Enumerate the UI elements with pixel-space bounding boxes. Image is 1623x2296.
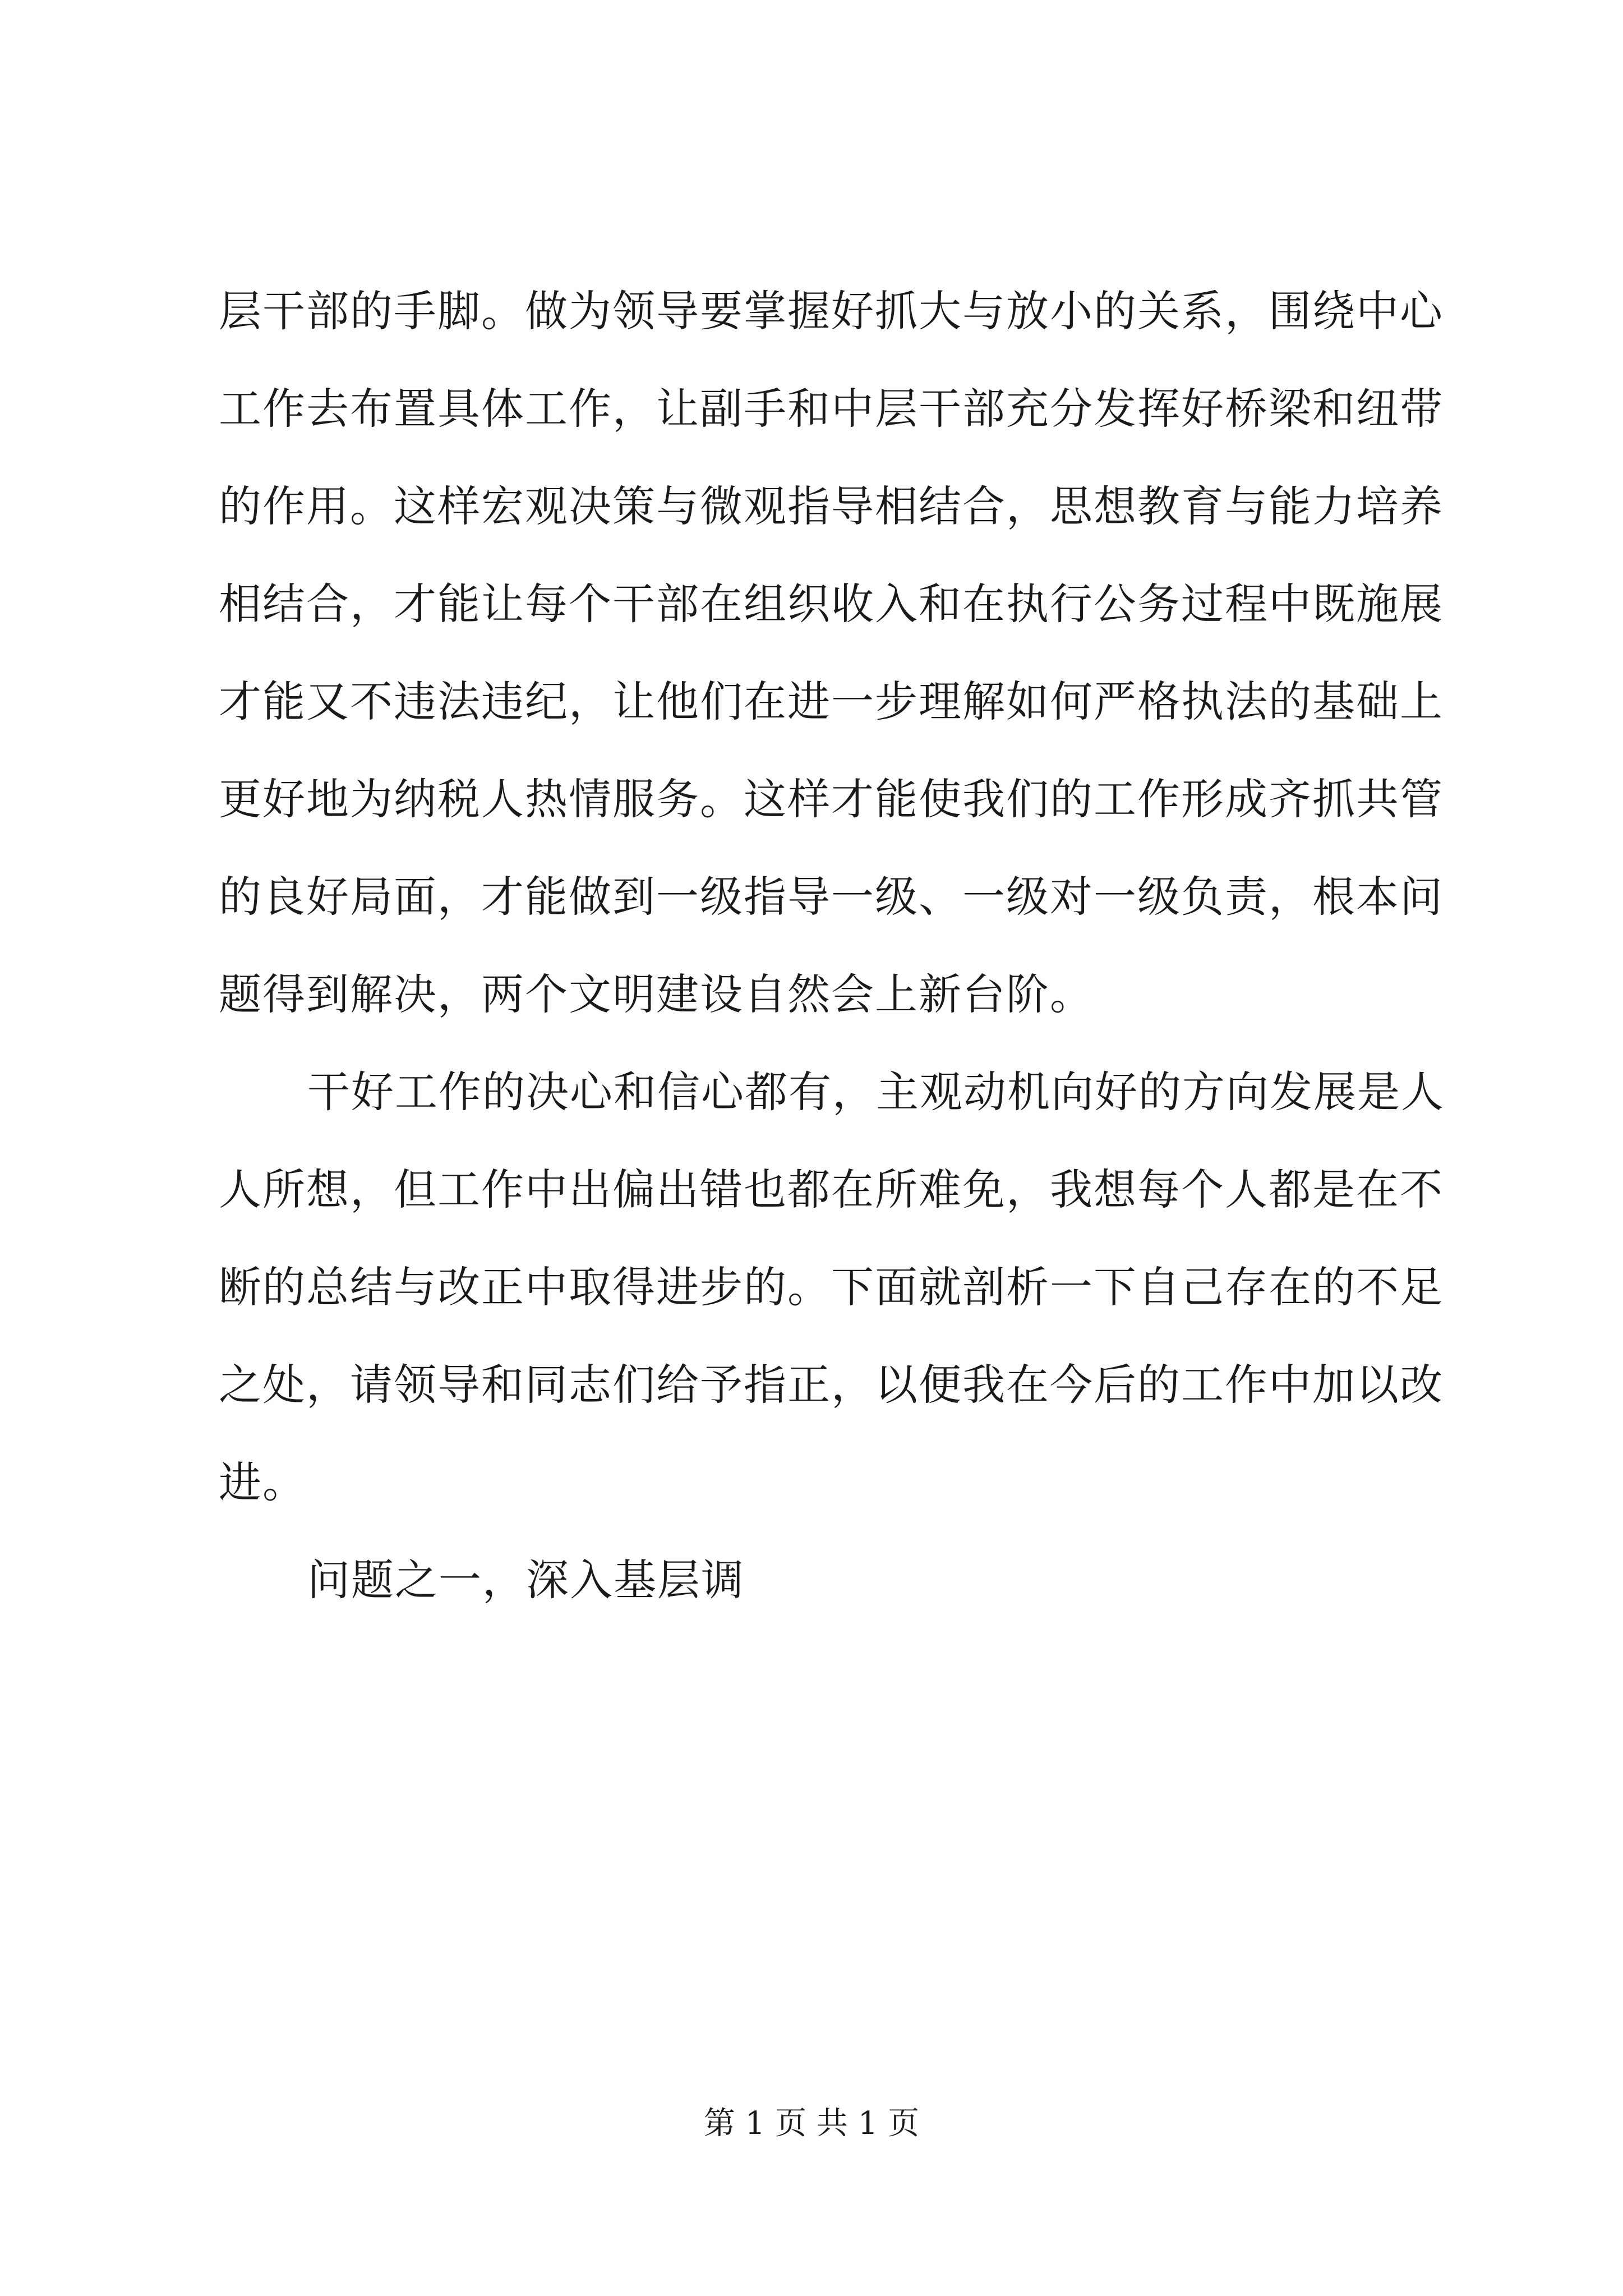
text-line: 题得到解决，两个文明建设自然会上新台阶。	[219, 969, 1094, 1019]
text-line: 更好地为纳税人热情服务。这样才能使我们的工作形成齐抓共管	[219, 774, 1444, 824]
document-body	[219, 263, 1445, 1629]
text-line: 进。	[219, 1457, 306, 1507]
paragraph-3	[219, 1531, 1419, 1629]
text-line: 的作用。这样宏观决策与微观指导相结合，思想教育与能力培养	[219, 481, 1444, 531]
text-line: 工作去布置具体工作，让副手和中层干部充分发挥好桥梁和纽带	[219, 384, 1444, 434]
text-line: 干好工作的决心和信心都有，主观动机向好的方向发展是人	[307, 1067, 1445, 1117]
text-line: 层干部的手脚。做为领导要掌握好抓大与放小的关系，围绕中心	[219, 286, 1444, 336]
text-line: 问题之一，深入基层调	[307, 1555, 745, 1605]
paragraph-1	[219, 263, 1444, 1043]
text-line: 相结合，才能让每个干部在组织收入和在执行公务过程中既施展	[219, 579, 1444, 629]
text-line: 的良好局面，才能做到一级指导一级、一级对一级负责，根本问	[219, 872, 1444, 922]
page-footer: 第 1 页 共 1 页	[703, 2105, 920, 2142]
paragraph-2	[219, 1043, 1445, 1531]
text-line: 人所想，但工作中出偏出错也都在所难免，我想每个人都是在不	[219, 1165, 1444, 1214]
text-line: 才能又不违法违纪，让他们在进一步理解如何严格执法的基础上	[219, 677, 1444, 726]
text-line: 之处，请领导和同志们给予指正，以便我在今后的工作中加以改	[219, 1360, 1444, 1410]
text-line: 断的总结与改正中取得进步的。下面就剖析一下自己存在的不足	[219, 1262, 1444, 1312]
